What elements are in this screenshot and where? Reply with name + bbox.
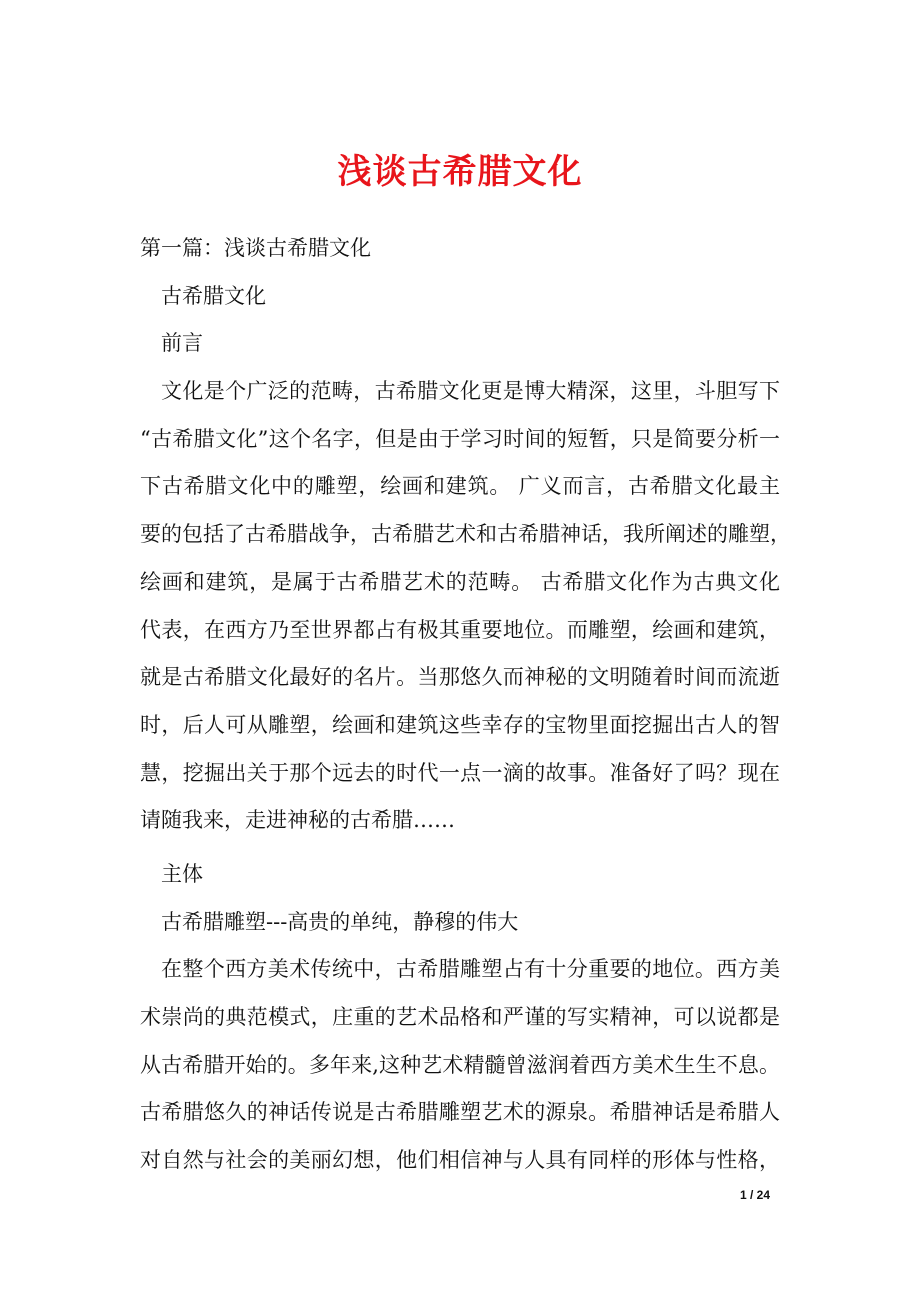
text-line: 对自然与社会的美丽幻想，他们相信神与人具有同样的形体与性格， xyxy=(140,1148,780,1173)
paragraph-sculpture xyxy=(140,946,780,1184)
document-body xyxy=(140,225,791,1185)
text-line: 术崇尚的典范模式，庄重的艺术品格和严谨的写实精神，可以说都是 xyxy=(140,1005,780,1029)
text-line: “古希腊文化”这个名字，但是由于学习时间的短暂，只是简要分析一 xyxy=(140,426,780,451)
subheading: 主体 xyxy=(161,861,203,886)
text-line: 从古希腊开始的。多年来,这种艺术精髓曾滋润着西方美术生生不息。 xyxy=(140,1052,780,1077)
subheading: 古希腊文化 xyxy=(161,283,266,308)
text-line: 慧，挖掘出关于那个远去的时代一点一滴的故事。准备好了吗？现在 xyxy=(140,760,780,785)
text-line: 文化是个广泛的范畴，古希腊文化更是博大精深，这里，斗胆写下 xyxy=(161,379,780,404)
text-line: 下古希腊文化中的雕塑，绘画和建筑。 广义而言，古希腊文化最主 xyxy=(140,474,780,499)
text-line: 时，后人可从雕塑，绘画和建筑这些幸存的宝物里面挖掘出古人的智 xyxy=(140,712,780,737)
section-heading: 第一篇：浅谈古希腊文化 xyxy=(140,236,371,260)
text-line: 在整个西方美术传统中，古希腊雕塑占有十分重要的地位。西方美 xyxy=(161,957,780,982)
text-line: 请随我来，走进神秘的古希腊…… xyxy=(140,808,455,833)
text-line: 要的包括了古希腊战争，古希腊艺术和古希腊神话，我所阐述的雕塑， xyxy=(140,522,791,547)
text-line: 绘画和建筑，是属于古希腊艺术的范畴。 古希腊文化作为古典文化 xyxy=(140,569,780,594)
text-line: 古希腊悠久的神话传说是古希腊雕塑艺术的源泉。希腊神话是希腊人 xyxy=(140,1100,780,1125)
subheading: 古希腊雕塑---高贵的单纯，静穆的伟大 xyxy=(161,909,519,934)
document-title: 浅谈古希腊文化 xyxy=(337,152,583,192)
subheading: 前言 xyxy=(161,331,203,356)
page-number: 1 / 24 xyxy=(740,1188,771,1202)
paragraph-preface xyxy=(140,368,791,845)
text-line: 就是古希腊文化最好的名片。当那悠久而神秘的文明随着时间而流逝 xyxy=(140,665,780,690)
text-line: 代表，在西方乃至世界都占有极其重要地位。而雕塑，绘画和建筑， xyxy=(140,617,780,642)
